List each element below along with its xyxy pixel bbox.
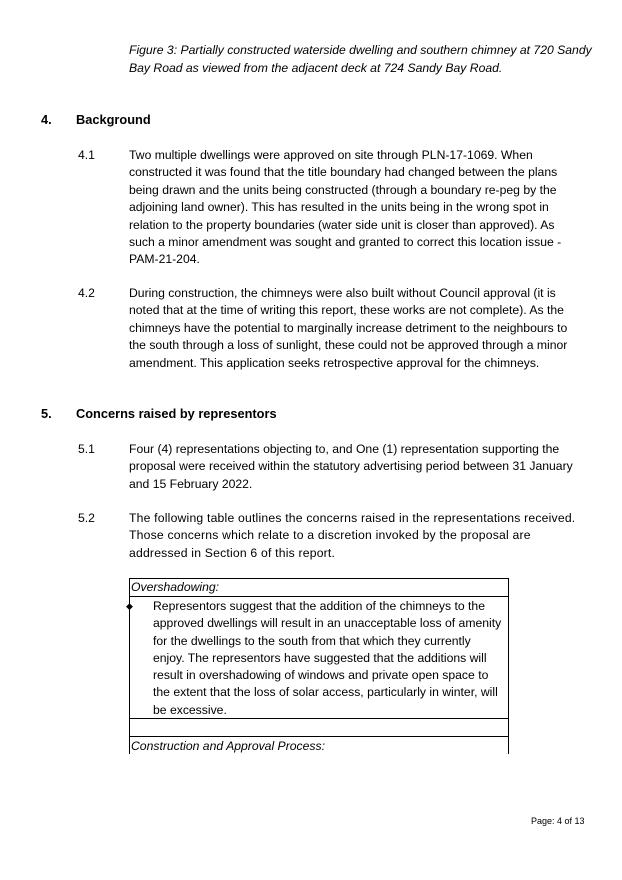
paragraph-number: 5.1 xyxy=(78,442,95,456)
overshadowing-concern-text: Representors suggest that the addition of the chimneys to the approved dwellings will result in an unacceptable loss of amenity for the dwellings to the south from that which they currently enjoy. The representors have suggested that the additions will result in overshadowing of windows and private open space to the extent that the loss of solar access, particularly in winter, will be excessive. xyxy=(153,599,502,717)
section-number: 4. xyxy=(41,112,52,127)
table-divider xyxy=(130,736,508,737)
table-heading-overshadowing: Overshadowing: xyxy=(131,580,220,594)
paragraph-number: 4.1 xyxy=(78,148,95,162)
table-divider xyxy=(130,718,508,719)
table-divider xyxy=(130,596,508,597)
paragraph-text: During construction, the chimneys were also built without Council approval (it is noted that at the time of writing this report, these works are not complete). As the chimneys have the potential to marginally increase detriment to the neighbours to the south through a loss of sunlight, these could not be approved through a minor amendment. This application seeks retrospective approval for the chimneys. xyxy=(129,286,568,370)
table-heading-construction: Construction and Approval Process: xyxy=(131,739,325,753)
concerns-table xyxy=(126,578,509,754)
section-title: Background xyxy=(76,112,151,127)
paragraph-number: 5.2 xyxy=(78,511,95,525)
section-title: Concerns raised by representors xyxy=(76,406,277,421)
paragraph-text: The following table outlines the concerns raised in the representations received. Those concerns which relate to a discretion invoked by the proposal are addressed in Section 6 of this report. xyxy=(129,511,576,560)
paragraph-text: Four (4) representations objecting to, and One (1) representation supporting the proposal were received within the statutory advertising period between 31 January and 15 February 2022. xyxy=(129,442,573,491)
paragraph-number: 4.2 xyxy=(78,286,95,300)
figure-caption: Figure 3: Partially constructed waterside dwelling and southern chimney at 720 Sandy Bay Road as viewed from the adjacent deck at 724 Sandy Bay Road. xyxy=(129,43,592,75)
bullet-icon: ◆ xyxy=(126,601,133,611)
section-number: 5. xyxy=(41,406,52,421)
page-number: Page: 4 of 13 xyxy=(531,816,585,826)
paragraph-text: Two multiple dwellings were approved on site through PLN-17-1069. When constructed it was found that the title boundary had changed between the plans being drawn and the units being constructed (through a boundary re-peg by the adjoining land owner). This has resulted in the units being in the wrong spot in relation to the property boundaries (water side unit is closer than approved). As such a minor amendment was sought and granted to correct this location issue - PAM-21-204. xyxy=(129,148,562,267)
